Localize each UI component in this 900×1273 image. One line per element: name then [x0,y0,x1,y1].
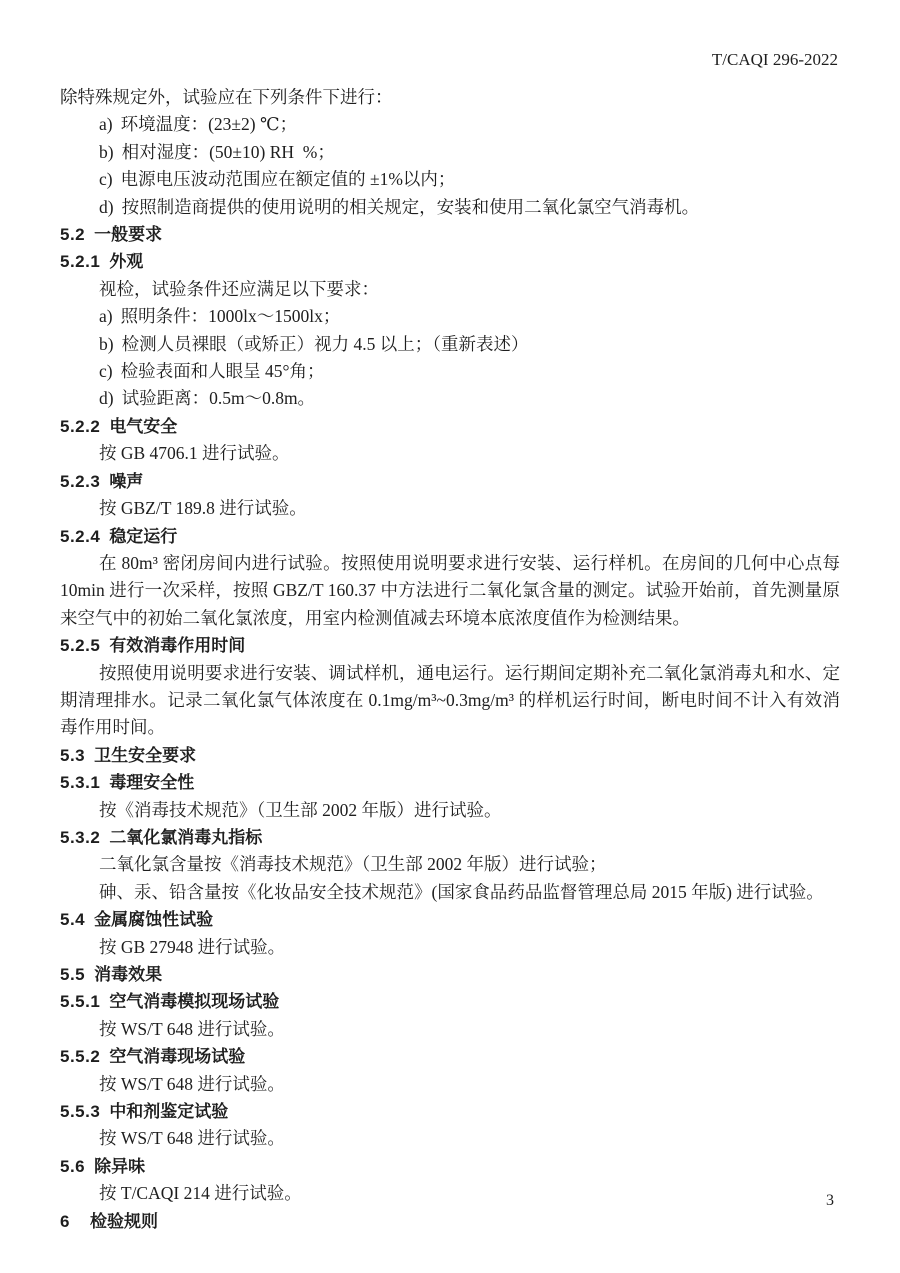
clause-number: 5.3.1 [60,773,101,793]
list-marker: b) [99,141,114,162]
paragraph: 在 80m³ 密闭房间内进行试验。按照使用说明要求进行安装、运行样机。在房间的几何中心点每 10min 进行一次采样，按照 GBZ/T 160.37 中方法进行二氧化氯含量的测定。试验开始前，首先测量原来空气中的初始二氧化氯浓度，用室内检测值减去环境本底浓度值作为检测结果。 [60,552,840,628]
document-body [60,84,840,1235]
paragraph: 除特殊规定外，试验应在下列条件下进行： [60,87,393,107]
clause-heading [60,742,840,769]
list-item-text: 相对湿度：(50±10) RH %； [121,141,335,162]
clause-title: 空气消毒模拟现场试验 [109,992,280,1012]
paragraph: 按 GB 4706.1 进行试验。 [99,443,290,464]
clause-heading [60,988,840,1015]
clause-heading [60,1153,840,1180]
paragraph: 二氧化氯含量按《消毒技术规范》（卫生部 2002 年版）进行试验； [99,854,607,875]
clause-title: 电气安全 [109,416,178,436]
clause-title: 检验规则 [89,1211,158,1231]
clause-number: 5.2.1 [60,252,101,272]
clause-number: 5.4 [60,910,86,930]
clause-title: 二氧化氯消毒丸指标 [109,827,263,847]
doc-number: T/CAQI 296-2022 [711,50,838,69]
clause-title: 一般要求 [94,225,163,245]
clause-number: 5.3 [60,745,86,765]
list-marker: b) [99,333,114,354]
paragraph: 按照使用说明要求进行安装、调试样机，通电运行。运行期间定期补充二氧化氯消毒丸和水、定期清理排水。记录二氧化氯气体浓度在 0.1mg/m³~0.3mg/m³ 的样机运行时间，断电时间不计入有效消毒作用时间。 [60,662,840,738]
clause-heading [60,1098,840,1125]
list-item [60,139,840,166]
clause-heading [60,468,840,495]
doc-header [60,50,838,70]
list-item-text: 电源电压波动范围应在额定值的 ±1%以内； [120,169,456,190]
clause-title: 稳定运行 [109,526,178,546]
clause-number: 6 [60,1211,70,1231]
paragraph: 按 GBZ/T 189.8 进行试验。 [99,498,307,519]
clause-number: 5.2.2 [60,416,101,436]
clause-title: 噪声 [109,471,144,491]
clause-heading [60,961,840,988]
list-item-text: 按照制造商提供的使用说明的相关规定，安装和使用二氧化氯空气消毒机。 [121,196,700,217]
paragraph: 按 WS/T 648 进行试验。 [99,1128,285,1149]
paragraph: 按 WS/T 648 进行试验。 [99,1073,285,1094]
paragraph: 视检，试验条件还应满足以下要求： [99,278,379,299]
clause-number: 5.6 [60,1156,86,1176]
list-item-text: 环境温度：(23±2) ℃； [120,114,298,135]
list-item-text: 照明条件：1000lx～1500lx； [120,306,341,327]
list-marker: d) [99,388,114,409]
clause-title: 空气消毒现场试验 [109,1047,246,1067]
clause-title: 消毒效果 [94,965,163,984]
paragraph: 按《消毒技术规范》（卫生部 2002 年版）进行试验。 [99,799,502,820]
clause-title: 金属腐蚀性试验 [94,910,214,930]
clause-number: 5.2.3 [60,471,101,491]
list-marker: d) [99,196,114,217]
list-item [60,303,840,330]
list-marker: a) [99,114,113,135]
clause-heading [60,1208,840,1235]
clause-heading [60,248,840,275]
list-marker: c) [99,169,113,190]
clause-title: 卫生安全要求 [94,745,197,765]
clause-heading [60,769,840,796]
list-item [60,331,840,358]
paragraph: 按 GB 27948 进行试验。 [99,936,286,957]
list-item [60,111,840,138]
list-item [60,194,840,221]
page-number: 3 [826,1192,834,1209]
clause-heading [60,824,840,851]
clause-title: 有效消毒作用时间 [109,636,246,656]
clause-title: 外观 [109,252,144,272]
paragraph: 砷、汞、铅含量按《化妆品安全技术规范》(国家食品药品监督管理总局 2015 年版) 进行试验。 [99,881,824,902]
clause-heading [60,632,840,659]
clause-title: 除异味 [94,1156,146,1176]
list-marker: c) [99,361,113,382]
clause-number: 5.5.1 [60,992,101,1012]
clause-heading [60,221,840,248]
clause-title: 毒理安全性 [109,773,195,793]
list-item-text: 检测人员裸眼（或矫正）视力 4.5 以上；（重新表述） [121,333,529,354]
clause-number: 5.2.5 [60,636,101,656]
clause-number: 5.5.3 [60,1102,101,1122]
list-item [60,166,840,193]
clause-number: 5.5 [60,965,86,984]
list-item-text: 试验距离：0.5m～0.8m。 [121,388,316,409]
clause-heading [60,523,840,550]
clause-number: 5.2 [60,225,86,245]
list-item-text: 检验表面和人眼呈 45°角； [120,361,325,382]
list-item [60,358,840,385]
clause-heading [60,1043,840,1070]
clause-heading [60,906,840,933]
clause-title: 中和剂鉴定试验 [109,1102,229,1122]
paragraph: 按 T/CAQI 214 进行试验。 [99,1183,302,1204]
clause-number: 5.5.2 [60,1047,101,1067]
paragraph: 按 WS/T 648 进行试验。 [99,1018,285,1039]
list-item [60,385,840,412]
clause-heading [60,413,840,440]
list-marker: a) [99,306,113,327]
clause-number: 5.3.2 [60,827,101,847]
clause-number: 5.2.4 [60,526,101,546]
doc-footer [826,1192,834,1210]
